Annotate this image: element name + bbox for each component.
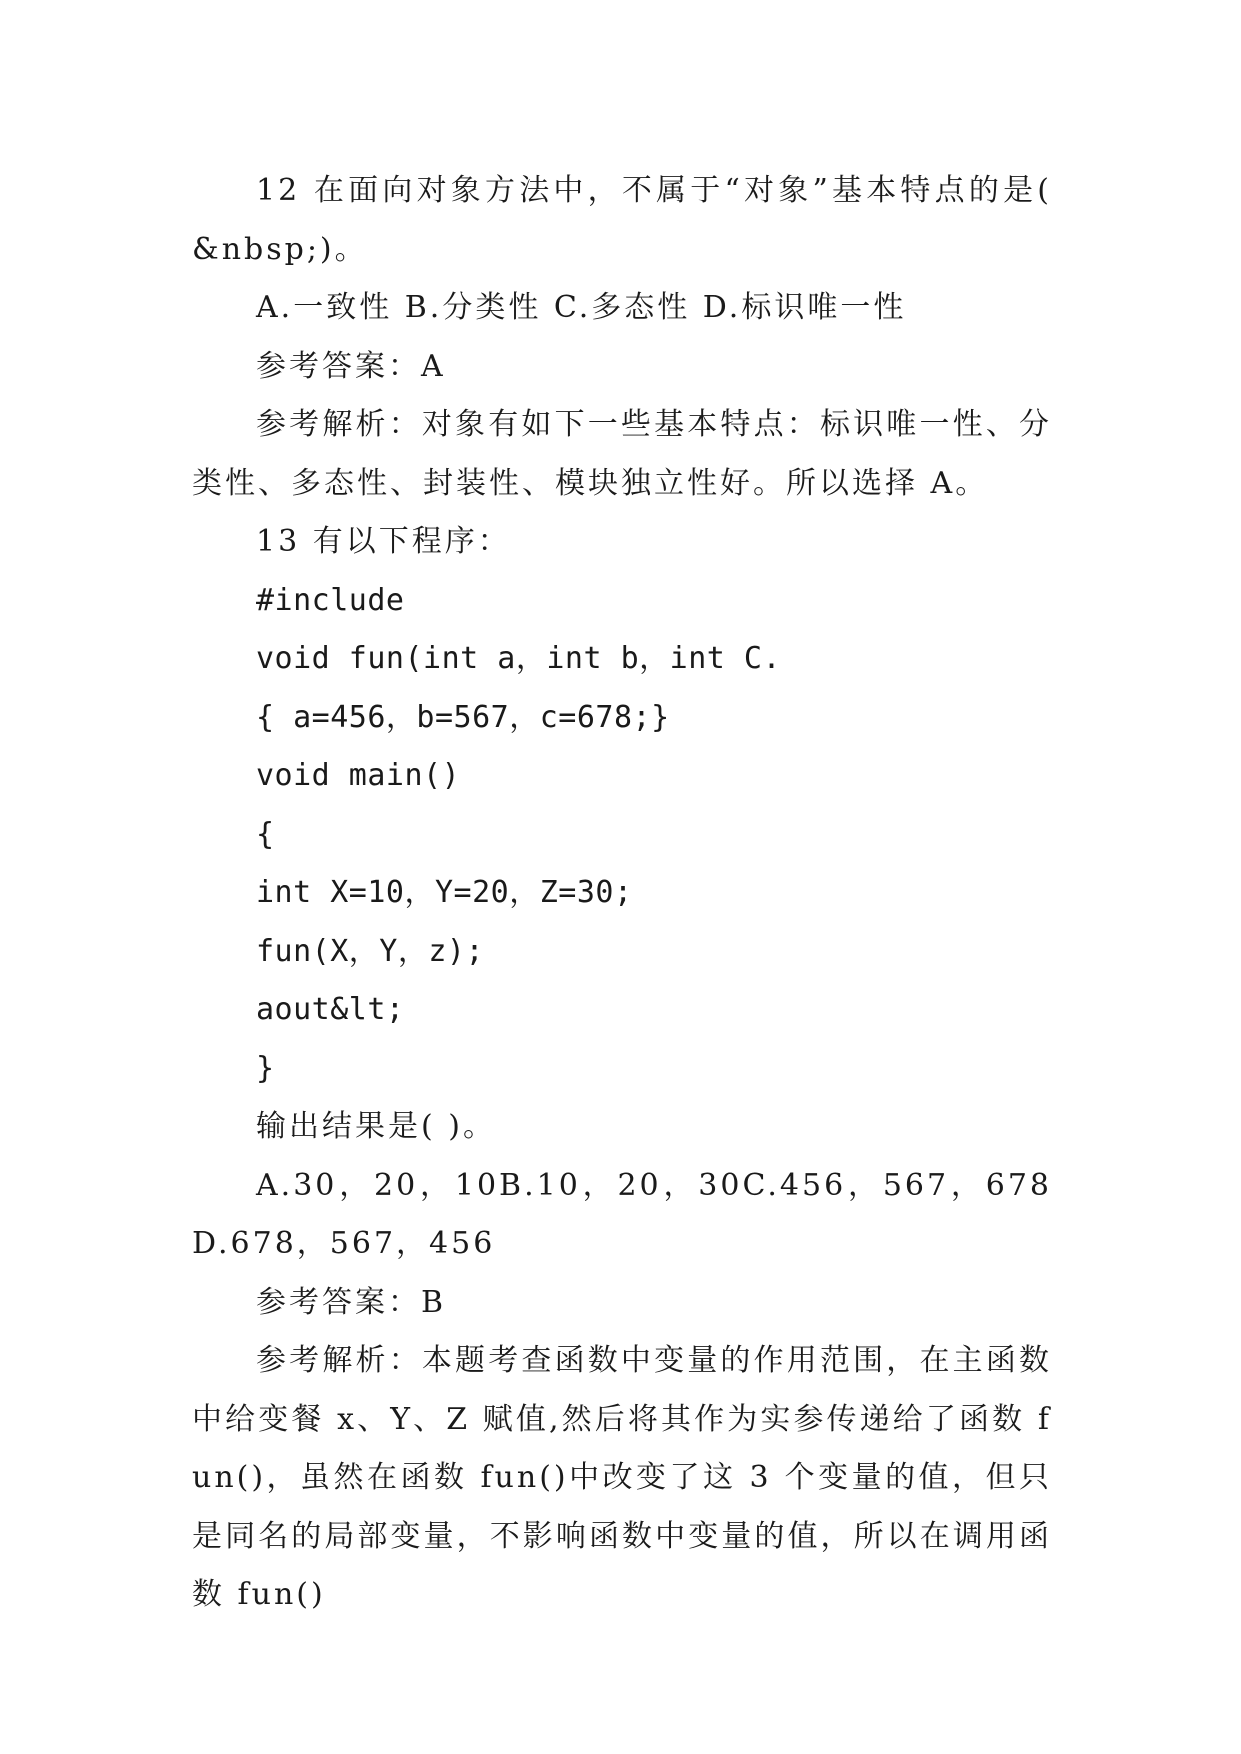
code-line: #include: [256, 582, 405, 618]
question-13-stem: 13 有以下程序：: [256, 524, 511, 559]
code-line: void fun(int a，int b，int C.: [256, 641, 782, 676]
question-13-answer: 参考答案：B: [256, 1284, 447, 1320]
code-line: { a=456，b=567，c=678;}: [256, 699, 670, 735]
question-13-prompt: 输出结果是( )。: [256, 1109, 496, 1144]
code-line: }: [256, 1050, 275, 1086]
question-13-options: A.30，20，10B.10，20，30C.456，567，678D.678，567，456: [192, 1167, 1052, 1261]
question-13-explanation: 参考解析：本题考查函数中变量的作用范围，在主函数中给变餐 x、Y、Z 赋值,然后将其作为实参传递给了函数 fun()，虽然在函数 fun()中改变了这 3 个变量的值，但只是同名的局部变量，不影响函数中变量的值，所以在调用函数 fun(): [192, 1343, 1052, 1612]
question-12-stem: 12 在面向对象方法中，不属于“对象”基本特点的是( &nbsp;)。: [192, 173, 1065, 267]
code-line: aout&lt;: [256, 992, 405, 1027]
code-line: void main(): [256, 758, 461, 793]
code-line: int X=10，Y=20，Z=30;: [256, 875, 633, 910]
question-12-explanation: 参考解析：对象有如下一些基本特点：标识唯一性、分类性、多态性、封装性、模块独立性好。所以选择 A。: [192, 407, 1052, 501]
question-12-answer: 参考答案：A: [256, 348, 446, 384]
code-line: {: [256, 816, 275, 852]
document-body: [192, 162, 1065, 1625]
code-line: fun(X，Y，z);: [256, 933, 485, 969]
question-12-options: A.一致性 B.分类性 C.多态性 D.标识唯一性: [256, 290, 907, 325]
